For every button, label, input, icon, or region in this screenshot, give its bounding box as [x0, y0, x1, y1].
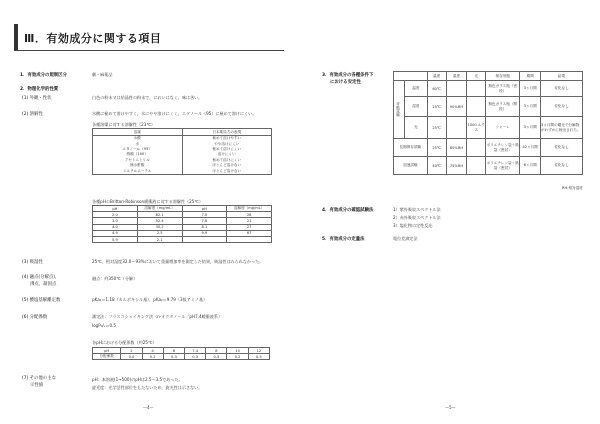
table-cell: ほとんど溶けない	[182, 163, 272, 168]
table-cell: 25℃	[427, 97, 446, 117]
table-cell: 変化なし	[541, 157, 583, 175]
table-header: pH	[93, 206, 138, 212]
table-cell: 90%RH	[446, 97, 467, 117]
table-cell: 4.0	[93, 224, 138, 230]
section-2-1-label: (1) 外観・性状	[22, 96, 52, 101]
stability-note: RH:相対湿度	[562, 186, 583, 190]
table-cell	[467, 139, 486, 157]
table-cell	[467, 81, 486, 97]
table-cell: 湿度	[405, 97, 428, 117]
table-cell: 21	[227, 218, 272, 224]
section-2-4-value: 融点：約350℃（分解）	[92, 276, 138, 281]
section-2-2-value: 水酸に極めて溶けやすく，水にやや溶けにくく，エタノール（95）に極めて溶けにくい。	[92, 111, 257, 116]
table-cell: 75%RH	[446, 157, 467, 175]
table-cell: 長期保存試験	[394, 139, 428, 157]
table-cell: 加速試験	[394, 157, 428, 175]
table-cell: 極めて溶けにくい	[182, 147, 272, 152]
table-header: 湿度	[446, 72, 467, 81]
table-cell: アセトニトリル	[93, 158, 183, 163]
section-5-label: 5．有効成分の定量法	[322, 237, 365, 242]
table-cell: 3ヵ月間の曝光で分解物がわずかに検出された。	[541, 117, 583, 139]
section-3-label-2: における安定性	[330, 80, 361, 85]
section-2-4-label: (4) 融点(分解点)，	[22, 275, 60, 280]
section-5-value: 電位差滴定法	[393, 236, 418, 241]
table-header: 期間	[520, 72, 541, 81]
table-cell: 水	[93, 141, 183, 146]
table-cell: 2.5	[137, 230, 182, 236]
table-cell: 0.3	[206, 354, 227, 360]
stability-group-label: 苛酷試験	[394, 81, 405, 139]
table-cell	[182, 236, 227, 242]
section-2-5-value: pKa₁＝1.18（カルボキシル基），pKa₂＝9.79（3級アミノ基）	[92, 297, 208, 302]
table-cell: エタノール（95）	[93, 147, 183, 152]
solubility-caption: 各種溶媒に対する溶解性（23℃）	[92, 122, 156, 127]
partition-table	[92, 347, 270, 360]
table-header: 光	[467, 72, 486, 81]
table-cell: 7.0	[182, 212, 227, 218]
table-cell: 52.4	[137, 218, 182, 224]
table-cell: 25℃	[427, 117, 446, 139]
page-number-right: —5—	[445, 405, 456, 410]
table-cell: 3ヵ月間	[520, 97, 541, 117]
section-2-3-label: (3) 吸湿性	[22, 260, 43, 265]
header-accent-bar	[14, 24, 18, 50]
table-cell: 12	[248, 348, 269, 354]
section-2-6-value: 測定法：フラスコシェイキング法（n-オクタノール／pH7.4緩衝液系）	[92, 314, 223, 319]
table-cell: 水酸	[93, 136, 183, 142]
table-cell: 極めて溶けにくい	[182, 158, 272, 163]
section-2-7-value: pH：本溶液(1→500)のpHは2.5～3.5であった。	[92, 377, 183, 382]
section-4-item-1: 1）紫外吸収スペクトル法	[393, 207, 441, 212]
table-cell: 酢酸（100）	[93, 152, 183, 157]
table-cell: 1000 ルクス	[467, 117, 486, 139]
partition-row-label-coef: 分配係数	[93, 354, 121, 360]
table-cell: 3.0	[93, 218, 138, 224]
table-cell: 7.8	[182, 218, 227, 224]
table-cell: 変化なし	[541, 97, 583, 117]
table-cell: 5.9	[93, 236, 138, 242]
table-cell: 9.9	[182, 230, 227, 236]
section-3-label: 3．有効成分の各種条件下	[322, 73, 374, 78]
section-2-7-value-2: 旋光度：光学活性部位をもたないため，旋光性は示さない。	[92, 385, 203, 390]
table-cell: 変化なし	[541, 81, 583, 97]
solubility-header-solvent: 溶媒	[93, 129, 183, 136]
table-cell: 60%RH	[446, 139, 467, 157]
table-cell: 無色ガラス瓶（開栓）	[486, 97, 520, 117]
table-cell: 0.2	[142, 354, 163, 360]
table-cell: 溶けにくい	[182, 152, 272, 157]
table-cell: 60℃	[427, 81, 446, 97]
table-cell: 2	[121, 348, 142, 354]
ph-solubility-table	[92, 205, 272, 243]
table-cell: 42ヵ月間	[520, 139, 541, 157]
section-4-label: 4．有効成分の確認試験法	[322, 208, 374, 213]
table-cell: 0.3	[248, 354, 269, 360]
table-cell: やや溶けにくい	[182, 141, 272, 146]
ph-solubility-caption: 各種pHのBritton-Robinson緩衝液に対する溶解性（25℃）	[92, 199, 204, 204]
section-1-label: 1．有効成分の規制区分	[20, 73, 67, 78]
section-2-1-value: 白色の粉末又は結晶性の粉末で，においはなく，味は苦い。	[92, 95, 203, 100]
table-cell: 0.2	[227, 354, 248, 360]
table-cell: ジエチルエーテル	[93, 168, 183, 174]
table-cell: 3ヵ月間	[520, 81, 541, 97]
table-cell: 3ヵ月間	[520, 117, 541, 139]
table-cell: 0.0	[121, 354, 142, 360]
section-2-3-value: 25℃，相対湿度32.0～93%において重量増加率を測定した結果，吸湿性はみられなかった。	[92, 259, 264, 264]
page-number-left: —4—	[143, 405, 154, 410]
stability-table	[393, 71, 583, 175]
table-cell	[467, 157, 486, 175]
table-header: 結果	[541, 72, 583, 81]
table-header: 温度	[427, 72, 446, 81]
table-cell: 28	[227, 212, 272, 218]
table-cell	[446, 81, 467, 97]
table-cell: 10	[227, 348, 248, 354]
table-cell: 0.3	[185, 354, 206, 360]
table-cell: 8	[206, 348, 227, 354]
table-cell: 4.9	[93, 230, 138, 236]
table-header: 溶解度（mg/mL）	[137, 206, 182, 212]
table-cell: 変化なし	[541, 139, 583, 157]
table-header: 溶解度（mg/mL）	[227, 206, 272, 212]
table-header	[394, 72, 428, 81]
table-cell: 30.2	[137, 224, 182, 230]
table-cell: 無水酢酸	[93, 163, 183, 168]
partition-row-label-ph: pH	[93, 348, 121, 354]
table-cell: 光	[405, 117, 428, 139]
table-cell	[227, 236, 272, 242]
table-cell: 25℃	[427, 139, 446, 157]
table-cell: 40℃	[427, 157, 446, 175]
table-cell: 6	[163, 348, 184, 354]
section-2-6-value-2: logP₀/ᵥ＝0.5	[92, 323, 117, 328]
table-cell: 82.1	[137, 212, 182, 218]
section-2-4-label-2: 沸点，凝固点	[30, 282, 57, 287]
solubility-table	[92, 128, 272, 175]
table-header: 保存形態	[486, 72, 520, 81]
section-2-6-label: (6) 分配係数	[22, 315, 48, 320]
table-cell: 4	[142, 348, 163, 354]
table-header: pH	[182, 206, 227, 212]
section-2-2-label: (2) 溶解性	[22, 112, 43, 117]
section-4-item-2: 2）赤外吸収スペクトル法	[393, 215, 441, 220]
section-2-label: 2．物理化学的性質	[20, 87, 59, 92]
table-cell: ポリエチレン袋＋紙袋（密封）	[486, 139, 520, 157]
table-cell: 6ヵ月間	[520, 157, 541, 175]
table-cell: シャーレ	[486, 117, 520, 139]
section-4-item-3: 3）塩化物の定性反応	[393, 223, 433, 228]
table-cell	[467, 97, 486, 117]
table-cell: 温度	[405, 81, 428, 97]
table-cell: 7.4	[185, 348, 206, 354]
table-cell: 2.1	[137, 236, 182, 242]
section-2-5-label: (5) 酸塩基解離定数	[22, 298, 61, 303]
table-cell: 67	[227, 230, 272, 236]
table-cell	[446, 117, 467, 139]
table-cell: 無色ガラス瓶（密栓）	[486, 81, 520, 97]
section-1-value: 劇・麻薬品	[92, 72, 113, 77]
table-cell: 2.0	[93, 212, 138, 218]
section-2-7-label-2: 示性値	[30, 383, 44, 388]
section-2-7-label: (7) その他の主な	[22, 376, 56, 381]
table-cell: 27	[227, 224, 272, 230]
table-cell: 8.1	[182, 224, 227, 230]
solubility-header-expression: 日本薬局方の表現	[182, 129, 272, 136]
partition-caption: 各pHにおける分配係数（約25℃）	[92, 340, 157, 345]
table-cell: ポリエチレン袋＋紙袋（密封）	[486, 157, 520, 175]
chapter-header	[14, 24, 284, 51]
table-cell: ほとんど溶けない	[182, 168, 272, 174]
table-cell: 0.3	[163, 354, 184, 360]
chapter-title: Ⅲ．有効成分に関する項目	[24, 32, 162, 45]
table-cell: 極めて溶けやすい	[182, 136, 272, 142]
